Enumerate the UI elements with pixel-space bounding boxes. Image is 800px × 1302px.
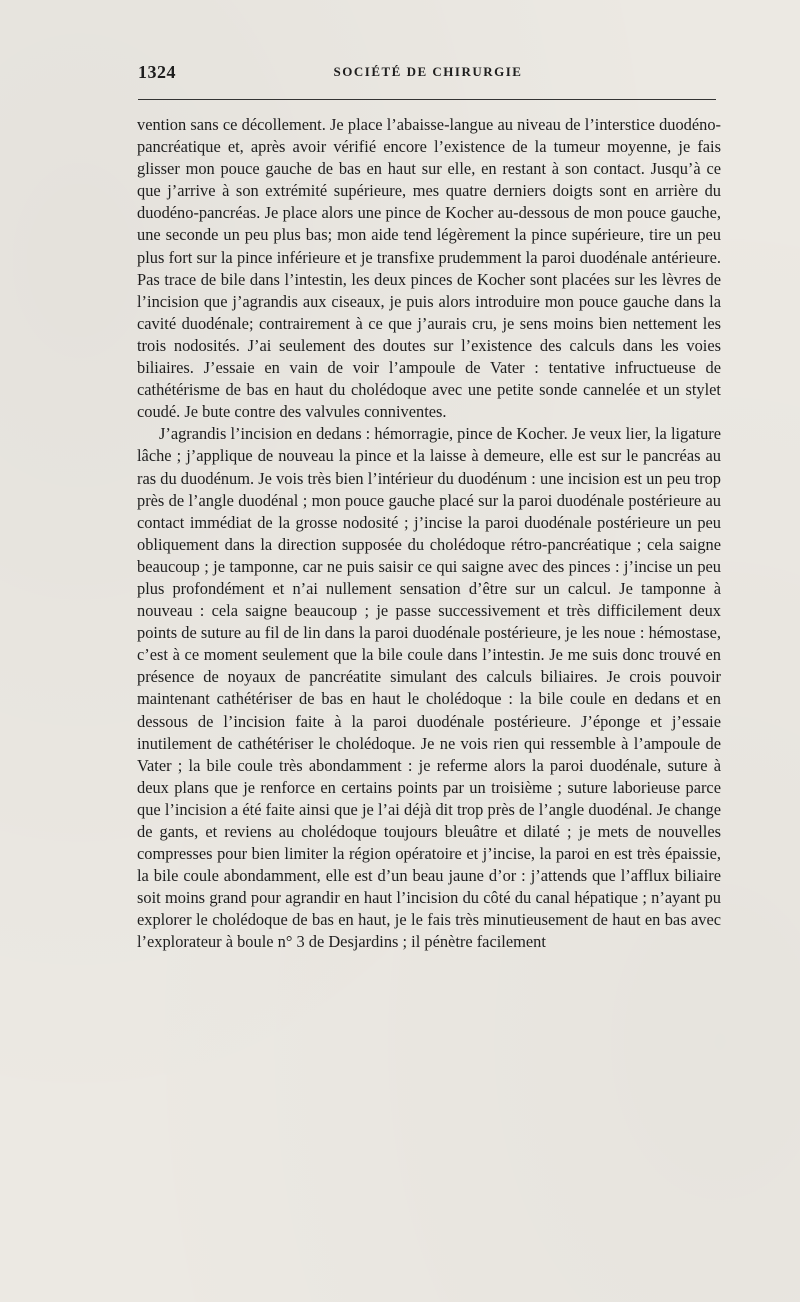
page-header xyxy=(138,62,718,86)
header-rule xyxy=(138,99,716,100)
paragraph: vention sans ce décollement. Je place l’abaisse-langue au niveau de l’interstice duodéno-pancréatique et, après avoir vérifié encore l’existence de la tumeur moyenne, je fais glisser mon pouce gauche de bas en haut sur elle, en restant à son contact. Jusqu’à ce que j’arrive à son extrémité supérieure, mes quatre derniers doigts sont en arrière du duodéno-pancréas. Je place alors une pince de Kocher au-dessous de mon pouce gauche, une seconde un peu plus bas; mon aide tend légèrement la pince supérieure, tire un peu plus fort sur la pince inférieure et je transfixe prudemment la paroi duodénale antérieure. Pas trace de bile dans l’intestin, les deux pinces de Kocher sont placées sur les lèvres de l’incision que j’agrandis aux ciseaux, je puis alors introduire mon pouce gauche dans la cavité duodénale; contrairement à ce que j’aurais cru, je sens moins bien nettement les trois nodosités. J’ai seulement des doutes sur l’existence des calculs dans les voies biliaires. J’essaie en vain de voir l’ampoule de Vater : tentative infructueuse de cathétérisme de bas en haut du cholédoque avec une petite sonde cannelée et un stylet coudé. Je bute contre des valvules conniventes. xyxy=(137,115,721,422)
page-number: 1324 xyxy=(138,62,176,82)
paragraph: J’agrandis l’incision en dedans : hémorragie, pince de Kocher. Je veux lier, la ligature lâche ; j’applique de nouveau la pince et la laisse à demeure, elle est sur le pancréas au ras du duodénum. Je vois très bien l’intérieur du duodénum : une incision est un peu trop près de l’angle duodénal ; mon pouce gauche placé sur la paroi duodénale postérieure au contact immédiat de la grosse nodosité ; j’incise la paroi duodénale postérieure un peu obliquement dans la direction supposée du cholédoque rétro-pancréatique ; cela saigne beaucoup ; je tamponne, car ne puis saisir ce qui saigne avec des pinces : j’incise un peu plus profondément et n’ai nullement sensation d’être sur un calcul. Je tamponne à nouveau : cela saigne beaucoup ; je passe successivement et très difficilement deux points de suture au fil de lin dans la paroi duodénale postérieure, je les noue : hémostase, c’est à ce moment seulement que la bile coule dans l’intestin. Je me suis donc trouvé en présence de noyaux de pancréatite simulant des calculs biliaires. Je crois pouvoir maintenant cathétériser de bas en haut le cholédoque : la bile coule en dedans et en dessous de l’incision faite à la paroi duodénale postérieure. J’éponge et j’essaie inutilement de cathétériser le cholédoque. Je ne vois rien qui ressemble à l’ampoule de Vater ; la bile coule très abondamment : je referme alors la paroi duodénale, suture à deux plans que je renforce en certains points par un troisième ; suture laborieuse parce que l’incision a été faite ainsi que je l’ai déjà dit trop près de l’angle duodénal. Je change de gants, et reviens au cholédoque toujours bleuâtre et dilaté ; je mets de nouvelles compresses pour bien limiter la région opératoire et j’incise, la paroi en est très épaissie, la bile coule abondamment, elle est d’un beau jaune d’or : j’attends que l’afflux biliaire soit moins grand pour agrandir en haut l’incision du côté du canal hépatique ; n’ayant pu explorer le cholédoque de bas en haut, je le fais très minutieusement de haut en bas avec l’explorateur à boule n° 3 de Desjardins ; il pénètre facilement xyxy=(137,424,721,952)
running-title: SOCIÉTÉ DE CHIRURGIE xyxy=(333,64,523,79)
body-text xyxy=(137,114,721,954)
